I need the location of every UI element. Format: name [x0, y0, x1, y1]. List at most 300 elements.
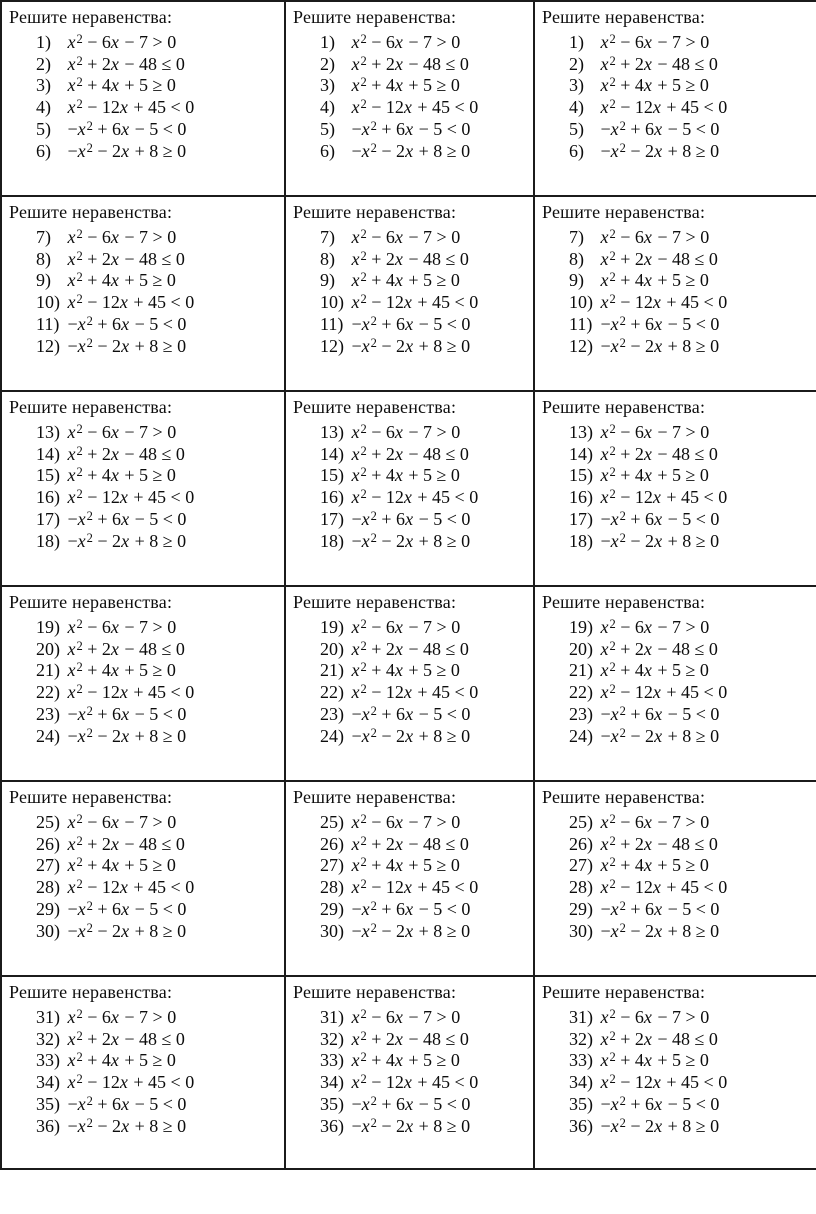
inequality-item: [9, 1094, 282, 1116]
inequality-item: [9, 1072, 282, 1094]
item-number: 30): [36, 920, 60, 941]
item-number: 29): [569, 898, 593, 919]
inequality-item: [542, 465, 816, 487]
inequality-item: [9, 1029, 282, 1051]
item-math: $-x^2 - 2x + 8 \ge 0$: [351, 1115, 471, 1136]
item-math: $x^2 + 4x + 5 \ge 0$: [67, 855, 176, 876]
item-math: $-x^2 + 6x - 5 < 0$: [351, 1093, 471, 1114]
item-math: $-x^2 - 2x + 8 \ge 0$: [600, 335, 720, 356]
item-math: $x^2 + 4x + 5 \ge 0$: [351, 75, 460, 96]
worksheet-cell: [533, 780, 816, 975]
item-number: 13): [320, 422, 344, 442]
item-number: 33): [36, 1050, 60, 1071]
item-math: $-x^2 + 6x - 5 < 0$: [600, 898, 720, 919]
inequality-list: [542, 812, 816, 942]
item-number: 22): [36, 682, 60, 703]
item-math: $x^2 - 6x - 7 > 0$: [67, 422, 177, 442]
item-number: 2): [569, 53, 584, 74]
worksheet-cell: [284, 195, 533, 390]
inequality-item: [9, 270, 282, 292]
item-number: 13): [36, 422, 60, 442]
item-math: $x^2 - 12x + 45 < 0$: [351, 877, 479, 898]
item-math: $x^2 - 12x + 45 < 0$: [600, 292, 728, 313]
item-number: 7): [36, 227, 51, 247]
item-math: $x^2 - 12x + 45 < 0$: [351, 1072, 479, 1093]
cell-title: Решите неравенства:: [293, 982, 457, 1002]
item-math: $x^2 - 12x + 45 < 0$: [67, 877, 195, 898]
inequality-item: [293, 1050, 531, 1072]
item-math: $-x^2 - 2x + 8 \ge 0$: [351, 530, 471, 551]
item-number: 19): [569, 617, 593, 637]
item-number: 28): [320, 877, 344, 898]
inequality-item: [9, 54, 282, 76]
item-number: 2): [36, 53, 51, 74]
item-math: $x^2 - 12x + 45 < 0$: [67, 487, 195, 508]
item-math: $x^2 + 2x - 48 \le 0$: [600, 833, 718, 854]
inequality-item: [9, 921, 282, 943]
worksheet-cell: [284, 0, 533, 195]
item-math: $x^2 + 2x - 48 \le 0$: [351, 833, 469, 854]
inequality-item: [293, 855, 531, 877]
inequality-list: [293, 1007, 531, 1137]
item-number: 31): [36, 1007, 60, 1027]
item-math: $x^2 + 2x - 48 \le 0$: [67, 248, 185, 269]
item-math: $-x^2 + 6x - 5 < 0$: [600, 118, 720, 139]
inequality-item: [9, 660, 282, 682]
inequality-item: [293, 444, 531, 466]
inequality-item: [542, 227, 816, 249]
item-number: 20): [36, 638, 60, 659]
inequality-item: [293, 921, 531, 943]
item-math: $x^2 - 12x + 45 < 0$: [351, 682, 479, 703]
item-number: 32): [320, 1028, 344, 1049]
inequality-item: [9, 141, 282, 163]
item-number: 24): [36, 725, 60, 746]
cell-title: Решите неравенства:: [293, 592, 457, 612]
item-math: $x^2 + 4x + 5 \ge 0$: [600, 855, 709, 876]
inequality-item: [293, 617, 531, 639]
item-math: $x^2 + 4x + 5 \ge 0$: [67, 270, 176, 291]
item-number: 27): [36, 855, 60, 876]
inequality-item: [9, 444, 282, 466]
inequality-item: [9, 877, 282, 899]
inequality-item: [542, 1050, 816, 1072]
item-math: $x^2 + 2x - 48 \le 0$: [351, 638, 469, 659]
item-math: $x^2 + 4x + 5 \ge 0$: [351, 660, 460, 681]
item-math: $-x^2 - 2x + 8 \ge 0$: [351, 140, 471, 161]
inequality-item: [542, 487, 816, 509]
inequality-list: [293, 812, 531, 942]
item-math: $x^2 + 4x + 5 \ge 0$: [67, 1050, 176, 1071]
item-number: 5): [320, 118, 335, 139]
item-math: $x^2 - 6x - 7 > 0$: [67, 227, 177, 247]
item-number: 10): [569, 292, 593, 313]
inequality-item: [9, 32, 282, 54]
inequality-item: [293, 531, 531, 553]
item-number: 30): [320, 920, 344, 941]
item-math: $x^2 + 4x + 5 \ge 0$: [600, 75, 709, 96]
worksheet-cell: [533, 585, 816, 780]
inequality-item: [542, 899, 816, 921]
item-number: 34): [569, 1072, 593, 1093]
inequality-item: [542, 1029, 816, 1051]
item-number: 10): [36, 292, 60, 313]
inequality-item: [293, 336, 531, 358]
inequality-item: [542, 119, 816, 141]
inequality-item: [9, 639, 282, 661]
cell-title: Решите неравенства:: [293, 397, 457, 417]
inequality-list: [9, 1007, 282, 1137]
cell-title: Решите неравенства:: [293, 7, 457, 27]
worksheet-cell: [533, 0, 816, 195]
item-number: 7): [320, 227, 335, 247]
item-math: $x^2 + 2x - 48 \le 0$: [600, 248, 718, 269]
inequality-list: [542, 1007, 816, 1137]
item-number: 22): [569, 682, 593, 703]
item-number: 26): [36, 833, 60, 854]
item-number: 15): [36, 465, 60, 486]
inequality-item: [293, 249, 531, 271]
item-math: $x^2 + 2x - 48 \le 0$: [67, 638, 185, 659]
item-number: 7): [569, 227, 584, 247]
inequality-item: [293, 1116, 531, 1138]
item-math: $x^2 - 12x + 45 < 0$: [600, 97, 728, 118]
item-number: 30): [569, 920, 593, 941]
cell-title: Решите неравенства:: [9, 592, 173, 612]
cell-title: Решите неравенства:: [542, 982, 706, 1002]
item-math: $x^2 - 12x + 45 < 0$: [67, 292, 195, 313]
item-number: 31): [569, 1007, 593, 1027]
inequality-item: [9, 682, 282, 704]
item-number: 14): [569, 443, 593, 464]
item-number: 21): [569, 660, 593, 681]
item-math: $-x^2 + 6x - 5 < 0$: [351, 898, 471, 919]
item-math: $-x^2 - 2x + 8 \ge 0$: [67, 530, 187, 551]
item-math: $x^2 - 6x - 7 > 0$: [351, 1007, 461, 1027]
inequality-item: [542, 444, 816, 466]
worksheet-cell: [533, 975, 816, 1170]
item-number: 32): [569, 1028, 593, 1049]
item-math: $-x^2 - 2x + 8 \ge 0$: [351, 725, 471, 746]
item-math: $x^2 - 12x + 45 < 0$: [600, 682, 728, 703]
item-number: 34): [36, 1072, 60, 1093]
inequality-item: [9, 531, 282, 553]
inequality-item: [542, 422, 816, 444]
inequality-list: [542, 422, 816, 552]
inequality-item: [293, 141, 531, 163]
item-math: $x^2 + 2x - 48 \le 0$: [351, 53, 469, 74]
item-math: $x^2 + 4x + 5 \ge 0$: [351, 855, 460, 876]
item-number: 25): [569, 812, 593, 832]
inequality-item: [542, 834, 816, 856]
item-math: $-x^2 + 6x - 5 < 0$: [351, 703, 471, 724]
item-number: 25): [36, 812, 60, 832]
item-number: 14): [36, 443, 60, 464]
item-number: 24): [569, 725, 593, 746]
inequality-item: [293, 487, 531, 509]
inequality-list: [293, 617, 531, 747]
item-number: 24): [320, 725, 344, 746]
item-number: 19): [320, 617, 344, 637]
inequality-item: [293, 314, 531, 336]
item-number: 1): [569, 32, 584, 52]
inequality-item: [293, 422, 531, 444]
item-number: 3): [36, 75, 51, 96]
inequality-item: [542, 855, 816, 877]
inequality-list: [542, 32, 816, 162]
item-math: $x^2 + 4x + 5 \ge 0$: [67, 75, 176, 96]
item-math: $x^2 - 6x - 7 > 0$: [67, 617, 177, 637]
item-number: 4): [320, 97, 335, 118]
item-number: 8): [320, 248, 335, 269]
item-number: 4): [569, 97, 584, 118]
inequality-item: [9, 314, 282, 336]
inequality-item: [9, 509, 282, 531]
item-number: 35): [36, 1093, 60, 1114]
item-number: 17): [36, 508, 60, 529]
inequality-item: [293, 682, 531, 704]
inequality-item: [9, 119, 282, 141]
inequality-item: [542, 249, 816, 271]
inequality-item: [542, 617, 816, 639]
item-math: $x^2 + 4x + 5 \ge 0$: [351, 465, 460, 486]
item-math: $x^2 + 4x + 5 \ge 0$: [351, 270, 460, 291]
inequality-item: [293, 812, 531, 834]
item-number: 28): [36, 877, 60, 898]
inequality-item: [9, 227, 282, 249]
inequality-item: [293, 465, 531, 487]
inequality-item: [293, 1072, 531, 1094]
cell-title: Решите неравенства:: [293, 202, 457, 222]
inequality-item: [542, 726, 816, 748]
item-math: $-x^2 + 6x - 5 < 0$: [351, 118, 471, 139]
cell-title: Решите неравенства:: [542, 592, 706, 612]
inequality-item: [9, 812, 282, 834]
item-number: 6): [569, 140, 584, 161]
inequality-item: [9, 834, 282, 856]
item-number: 25): [320, 812, 344, 832]
inequality-item: [293, 509, 531, 531]
item-number: 8): [569, 248, 584, 269]
inequality-list: [293, 227, 531, 357]
worksheet-cell: [533, 390, 816, 585]
item-number: 26): [569, 833, 593, 854]
item-math: $-x^2 + 6x - 5 < 0$: [351, 508, 471, 529]
item-number: 29): [320, 898, 344, 919]
cell-title: Решите неравенства:: [542, 787, 706, 807]
inequality-item: [293, 1094, 531, 1116]
item-math: $-x^2 + 6x - 5 < 0$: [600, 703, 720, 724]
inequality-item: [542, 54, 816, 76]
inequality-item: [293, 97, 531, 119]
item-number: 11): [36, 313, 60, 334]
item-math: $-x^2 - 2x + 8 \ge 0$: [67, 1115, 187, 1136]
item-math: $-x^2 - 2x + 8 \ge 0$: [67, 920, 187, 941]
inequality-item: [293, 877, 531, 899]
item-math: $-x^2 + 6x - 5 < 0$: [600, 508, 720, 529]
item-math: $-x^2 - 2x + 8 \ge 0$: [600, 1115, 720, 1136]
item-math: $-x^2 - 2x + 8 \ge 0$: [600, 530, 720, 551]
inequality-item: [9, 249, 282, 271]
item-math: $x^2 - 12x + 45 < 0$: [600, 487, 728, 508]
inequality-item: [542, 509, 816, 531]
inequality-item: [542, 682, 816, 704]
item-number: 12): [320, 335, 344, 356]
item-math: $x^2 - 6x - 7 > 0$: [351, 422, 461, 442]
item-number: 11): [320, 313, 344, 334]
item-math: $x^2 + 2x - 48 \le 0$: [600, 53, 718, 74]
inequality-item: [542, 32, 816, 54]
inequality-item: [293, 726, 531, 748]
item-math: $x^2 - 6x - 7 > 0$: [351, 227, 461, 247]
item-math: $x^2 + 4x + 5 \ge 0$: [600, 465, 709, 486]
inequality-item: [542, 336, 816, 358]
inequality-item: [542, 877, 816, 899]
inequality-item: [9, 292, 282, 314]
inequality-item: [542, 1072, 816, 1094]
item-number: 12): [36, 335, 60, 356]
item-number: 8): [36, 248, 51, 269]
worksheet-cell: [284, 975, 533, 1170]
item-number: 4): [36, 97, 51, 118]
item-math: $x^2 - 12x + 45 < 0$: [351, 292, 479, 313]
item-math: $x^2 - 12x + 45 < 0$: [67, 682, 195, 703]
inequality-list: [293, 32, 531, 162]
item-number: 12): [569, 335, 593, 356]
item-number: 1): [36, 32, 51, 52]
item-number: 23): [320, 703, 344, 724]
item-math: $x^2 + 4x + 5 \ge 0$: [67, 465, 176, 486]
item-math: $x^2 + 2x - 48 \le 0$: [67, 1028, 185, 1049]
inequality-list: [293, 422, 531, 552]
item-math: $x^2 + 2x - 48 \le 0$: [67, 443, 185, 464]
item-math: $x^2 - 12x + 45 < 0$: [600, 1072, 728, 1093]
item-number: 16): [569, 487, 593, 508]
cell-title: Решите неравенства:: [9, 982, 173, 1002]
item-math: $x^2 + 2x - 48 \le 0$: [600, 1028, 718, 1049]
inequality-item: [542, 921, 816, 943]
item-number: 28): [569, 877, 593, 898]
inequality-list: [9, 227, 282, 357]
item-math: $x^2 - 6x - 7 > 0$: [351, 32, 461, 52]
worksheet-cell: [0, 390, 284, 585]
item-number: 34): [320, 1072, 344, 1093]
cell-title: Решите неравенства:: [542, 202, 706, 222]
item-math: $x^2 + 2x - 48 \le 0$: [351, 248, 469, 269]
item-number: 36): [320, 1115, 344, 1136]
inequality-item: [293, 660, 531, 682]
item-number: 15): [320, 465, 344, 486]
worksheet-cell: [0, 975, 284, 1170]
item-math: $x^2 + 4x + 5 \ge 0$: [351, 1050, 460, 1071]
inequality-item: [9, 97, 282, 119]
item-math: $-x^2 + 6x - 5 < 0$: [67, 313, 187, 334]
item-math: $-x^2 + 6x - 5 < 0$: [67, 1093, 187, 1114]
inequality-item: [293, 54, 531, 76]
item-number: 21): [36, 660, 60, 681]
item-math: $-x^2 + 6x - 5 < 0$: [67, 508, 187, 529]
item-number: 22): [320, 682, 344, 703]
inequality-item: [542, 292, 816, 314]
item-number: 5): [36, 118, 51, 139]
inequality-item: [293, 119, 531, 141]
item-number: 35): [569, 1093, 593, 1114]
inequality-item: [542, 314, 816, 336]
item-math: $x^2 - 12x + 45 < 0$: [600, 877, 728, 898]
item-math: $-x^2 - 2x + 8 \ge 0$: [67, 335, 187, 356]
item-number: 33): [320, 1050, 344, 1071]
item-math: $x^2 - 6x - 7 > 0$: [67, 812, 177, 832]
item-number: 36): [569, 1115, 593, 1136]
item-math: $-x^2 + 6x - 5 < 0$: [600, 313, 720, 334]
item-number: 35): [320, 1093, 344, 1114]
item-math: $-x^2 - 2x + 8 \ge 0$: [67, 140, 187, 161]
inequality-item: [9, 487, 282, 509]
item-number: 11): [569, 313, 593, 334]
item-math: $x^2 - 12x + 45 < 0$: [67, 1072, 195, 1093]
item-math: $-x^2 - 2x + 8 \ge 0$: [351, 920, 471, 941]
item-number: 18): [569, 530, 593, 551]
inequality-item: [293, 227, 531, 249]
inequality-item: [293, 639, 531, 661]
item-number: 6): [320, 140, 335, 161]
inequality-item: [542, 1007, 816, 1029]
item-number: 29): [36, 898, 60, 919]
inequality-item: [293, 704, 531, 726]
item-math: $-x^2 - 2x + 8 \ge 0$: [600, 725, 720, 746]
item-number: 20): [320, 638, 344, 659]
inequality-item: [542, 660, 816, 682]
item-number: 27): [569, 855, 593, 876]
inequality-item: [9, 899, 282, 921]
item-math: $-x^2 - 2x + 8 \ge 0$: [600, 140, 720, 161]
inequality-item: [293, 834, 531, 856]
item-number: 23): [36, 703, 60, 724]
item-number: 31): [320, 1007, 344, 1027]
inequality-item: [9, 726, 282, 748]
worksheet-cell: [533, 195, 816, 390]
cell-title: Решите неравенства:: [293, 787, 457, 807]
item-number: 17): [320, 508, 344, 529]
inequality-list: [9, 617, 282, 747]
inequality-item: [293, 75, 531, 97]
item-math: $x^2 + 2x - 48 \le 0$: [600, 443, 718, 464]
item-number: 5): [569, 118, 584, 139]
item-math: $-x^2 - 2x + 8 \ge 0$: [600, 920, 720, 941]
worksheet-cell: [284, 585, 533, 780]
item-number: 36): [36, 1115, 60, 1136]
worksheet-cell: [284, 390, 533, 585]
worksheet-cell: [0, 195, 284, 390]
item-number: 3): [320, 75, 335, 96]
inequality-list: [9, 812, 282, 942]
inequality-item: [542, 812, 816, 834]
inequality-item: [293, 899, 531, 921]
item-math: $x^2 + 4x + 5 \ge 0$: [600, 270, 709, 291]
worksheet-cell: [0, 585, 284, 780]
inequality-item: [542, 1094, 816, 1116]
inequality-item: [542, 270, 816, 292]
item-math: $x^2 - 12x + 45 < 0$: [351, 97, 479, 118]
inequality-list: [542, 227, 816, 357]
worksheet-cell: [284, 780, 533, 975]
item-math: $x^2 + 4x + 5 \ge 0$: [600, 1050, 709, 1071]
inequality-item: [9, 465, 282, 487]
inequality-item: [9, 422, 282, 444]
inequality-item: [9, 617, 282, 639]
item-number: 9): [36, 270, 51, 291]
item-math: $x^2 + 2x - 48 \le 0$: [600, 638, 718, 659]
